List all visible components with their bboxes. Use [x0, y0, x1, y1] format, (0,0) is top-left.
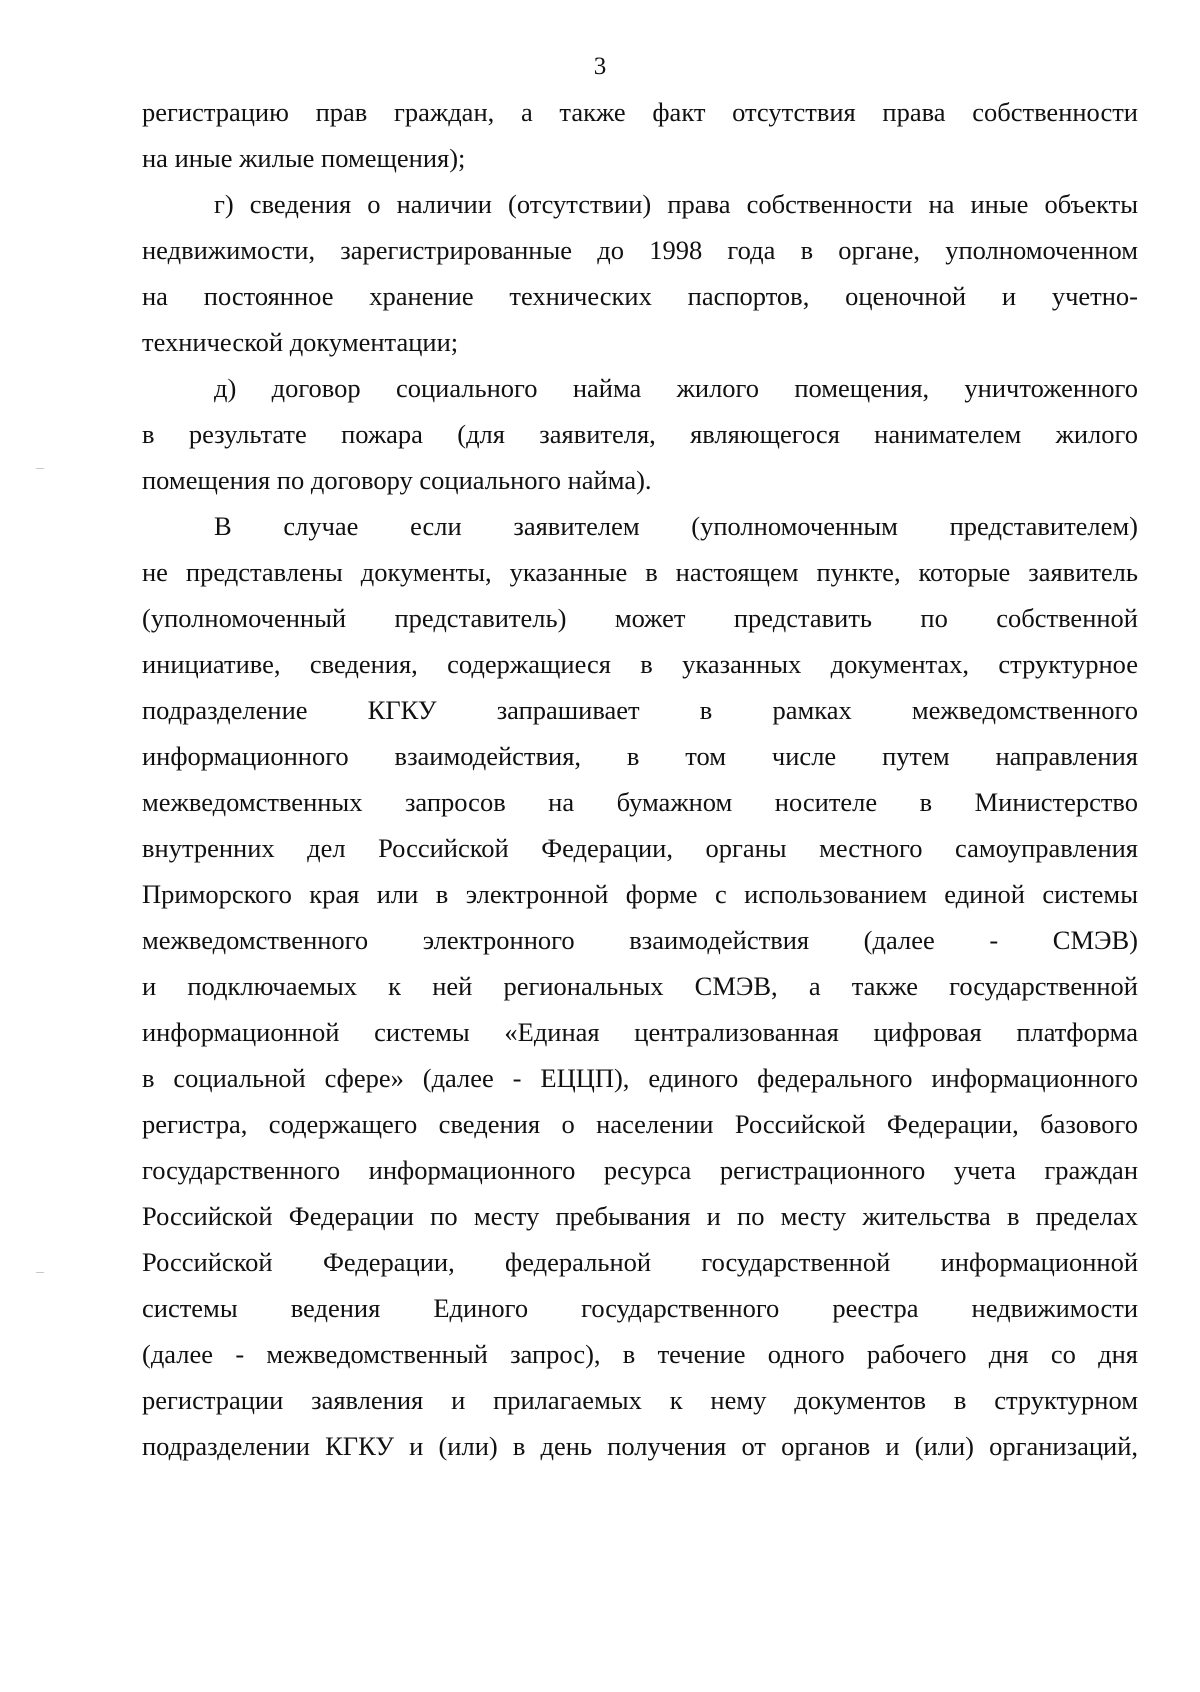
text-line: и подключаемых к ней региональных СМЭВ, а также государственной [142, 971, 1138, 1001]
page-number: 3 [593, 53, 607, 80]
text-line: регистрацию прав граждан, а также факт отсутствия права собственности [142, 97, 1138, 127]
text-line: на иные жилые помещения); [142, 143, 466, 173]
scan-mark [36, 1272, 44, 1273]
text-line: межведомственного электронного взаимодействия (далее - СМЭВ) [142, 925, 1138, 955]
text-line: внутренних дел Российской Федерации, органы местного самоуправления [142, 833, 1138, 863]
text-line: в социальной сфере» (далее - ЕЦЦП), единого федерального информационного [142, 1063, 1138, 1093]
text-line: г) сведения о наличии (отсутствии) права собственности на иные объекты [214, 189, 1138, 219]
text-line: Российской Федерации, федеральной государственной информационной [142, 1247, 1138, 1277]
text-line: государственного информационного ресурса регистрационного учета граждан [142, 1155, 1138, 1185]
text-line: недвижимости, зарегистрированные до 1998 года в органе, уполномоченном [142, 235, 1138, 265]
text-line: (далее - межведомственный запрос), в течение одного рабочего дня со дня [142, 1339, 1138, 1369]
text-line: информационного взаимодействия, в том числе путем направления [142, 741, 1138, 771]
text-line: системы ведения Единого государственного реестра недвижимости [142, 1293, 1138, 1323]
text-line: информационной системы «Единая централизованная цифровая платформа [142, 1017, 1138, 1047]
text-line: регистра, содержащего сведения о населении Российской Федерации, базового [142, 1109, 1138, 1139]
text-line: в результате пожара (для заявителя, являющегося нанимателем жилого [142, 419, 1138, 449]
text-line: межведомственных запросов на бумажном носителе в Министерство [142, 787, 1138, 817]
scan-mark [36, 468, 44, 469]
text-line: на постоянное хранение технических паспортов, оценочной и учетно- [142, 281, 1138, 311]
text-line: д) договор социального найма жилого помещения, уничтоженного [214, 373, 1138, 403]
text-line: подразделение КГКУ запрашивает в рамках межведомственного [142, 695, 1138, 725]
text-line: Приморского края или в электронной форме с использованием единой системы [142, 879, 1138, 909]
text-line: помещения по договору социального найма). [142, 465, 652, 495]
text-line: В случае если заявителем (уполномоченным представителем) [214, 511, 1138, 541]
text-line: подразделении КГКУ и (или) в день получения от органов и (или) организаций, [142, 1431, 1138, 1461]
text-line: технической документации; [142, 327, 459, 357]
text-line: (уполномоченный представитель) может представить по собственной [142, 603, 1138, 633]
text-line: инициативе, сведения, содержащиеся в указанных документах, структурное [142, 649, 1138, 679]
text-line: Российской Федерации по месту пребывания и по месту жительства в пределах [142, 1201, 1138, 1231]
text-line: регистрации заявления и прилагаемых к нему документов в структурном [142, 1385, 1138, 1415]
text-line: не представлены документы, указанные в настоящем пункте, которые заявитель [142, 557, 1138, 587]
